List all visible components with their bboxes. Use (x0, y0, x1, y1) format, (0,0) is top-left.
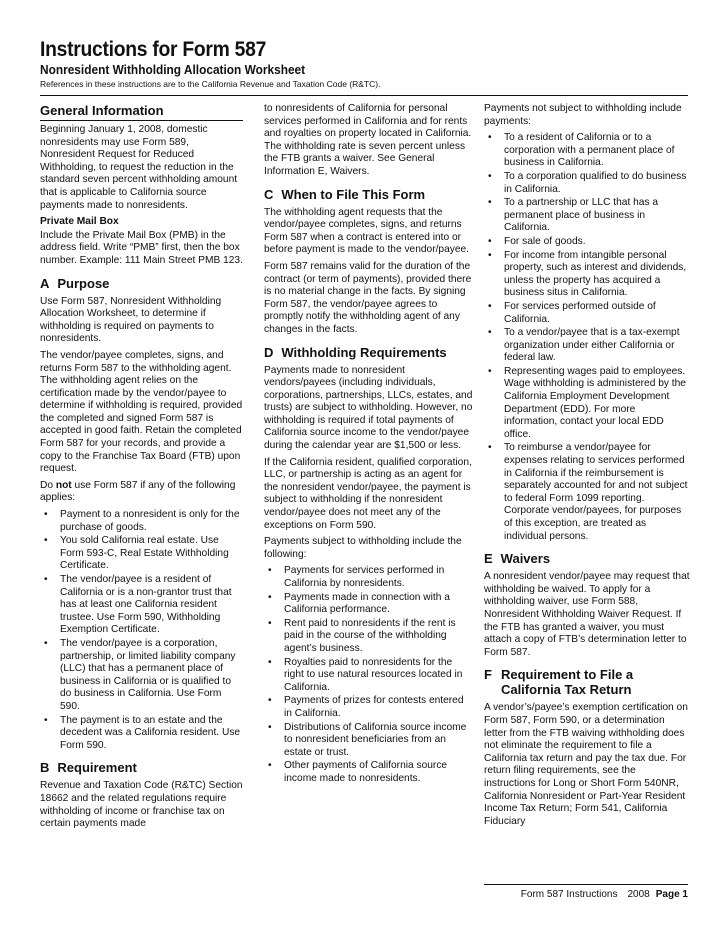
subject-to-withholding-list (264, 565, 474, 785)
tax-return-text: A vendor’s/payee’s exemption certification on Form 587, Form 590, or a determination letter from the FTB waiving withholding does not eliminate the requirement to file a California tax return and pay the tax due. For return filing requirements, see the instructions for Long or Short Form 540NR, California Nonresident or Part-Year Resident Income Tax Return; Form 541, California Fiduciary (484, 702, 688, 827)
bullet-icon: • (44, 535, 48, 547)
bullet-icon: • (488, 197, 492, 209)
section-title: Waivers (500, 551, 551, 567)
bullet-icon: • (488, 300, 492, 312)
list-item: • To a partnership or LLC that has a permanent place of business in California. (488, 197, 659, 234)
list-item: • Payments of prizes for contests entered in California. (268, 695, 464, 719)
withholding-paragraph-3: Payments subject to withholding include the following: (264, 536, 462, 560)
section-a-heading (40, 276, 243, 291)
bullet-icon: • (268, 591, 272, 603)
purpose-paragraph-2: The vendor/payee completes, signs, and returns Form 587 to the withholding agent. The withholding agent relies on the certification made by the vendor/payee to determine if withholding is required, provided the completed and signed Form 587 is accepted in good faith. Retain the completed Form 587 for your records, and provide a copy to the Franchise Tax Board (FTB) upon request. (40, 349, 243, 475)
withholding-paragraph-2: If the California resident, qualified corporation, LLC, or partnership is acting as an agent for the nonresident vendor/payee, the payment is subject to withholding if the nonresident vendor/payee does not meet any of the exceptions on Form 590. (264, 456, 472, 531)
section-letter: A (40, 275, 50, 291)
footer-form-label: Form 587 Instructions (520, 889, 618, 900)
purpose-paragraph-1: Use Form 587, Nonresident Withholding Allocation Worksheet, to determine if withholding is required on payments to nonresidents. (40, 295, 222, 345)
list-item: • For sale of goods. (488, 235, 586, 247)
list-item: • Other payments of California source income made to nonresidents. (268, 760, 448, 784)
page-footer (521, 889, 688, 901)
pmb-heading: Private Mail Box (40, 216, 119, 228)
bullet-icon: • (268, 656, 272, 668)
bullet-icon: • (268, 695, 272, 707)
list-item: • The vendor/payee is a resident of California or is a non-grantor trust that has at least one California resident trustee. Use Form 590, Withholding Exemption Certificate. (44, 574, 232, 636)
section-letter: C (264, 186, 274, 202)
page-header (40, 38, 690, 90)
bullet-icon: • (488, 170, 492, 182)
list-item: • Distributions of California source income to nonresident beneficiaries from an estate or trust. (268, 721, 467, 758)
section-title: Requirement (57, 760, 137, 776)
list-item: • For services performed outside of California. (488, 300, 656, 325)
bullet-icon: • (44, 637, 48, 649)
column-1 (40, 103, 243, 835)
section-title: Withholding Requirements (281, 344, 447, 360)
section-letter: F (484, 667, 492, 683)
bullet-icon: • (488, 327, 492, 339)
withholding-paragraph-1: Payments made to nonresident vendors/payees (including individuals, corporations, partnerships, LLCs, estates, and trusts) are subject to withholding. However, no withholding is required if total payments of California source income to the vendor/payee during the calendar year are $1,500 or less. (264, 364, 473, 452)
column-2 (264, 103, 474, 790)
general-information-heading: General Information (40, 103, 243, 121)
footer-year: 2008 (627, 889, 650, 900)
bullet-icon: • (488, 235, 492, 247)
column-3 (484, 103, 690, 832)
list-item: • Payments made in connection with a California performance. (268, 591, 450, 616)
section-d-heading (264, 345, 474, 360)
list-item: • Royalties paid to nonresidents for the right to use natural resources located in California. (268, 656, 463, 693)
bullet-icon: • (268, 721, 272, 733)
list-item: • You sold California real estate. Use Form 593-C, Real Estate Withholding Certificate. (44, 535, 229, 572)
bullet-icon: • (488, 365, 492, 377)
section-title: Requirement to File a California Tax Return (500, 667, 634, 698)
list-item: • For income from intangible personal property, such as interest and dividends, unless the property has acquired a business situs in California. (488, 249, 687, 299)
pmb-text: Include the Private Mail Box (PMB) in the address field. Write “PMB” first, then the box number. Example: 111 Main Street PMB 123. (40, 229, 243, 266)
list-item: • To a resident of California or to a corporation with a permanent place of business in California. (488, 132, 675, 169)
section-f-heading (484, 667, 690, 697)
not-subject-to-withholding-list (484, 132, 690, 543)
list-item: • The payment is to an estate and the decedent was a California resident. Use Form 590. (44, 714, 241, 751)
do-not-use-list (40, 509, 243, 752)
bullet-icon: • (44, 714, 48, 726)
do-not-use-paragraph: Do not use Form 587 if any of the following applies: (40, 479, 236, 504)
waivers-text: A nonresident vendor/payee may request that withholding be waived. To apply for a withholding waiver, use Form 588, Nonresident Withholding Waiver Request. If the FTB has granted a waiver, you must attach a copy of FTB’s determination letter to Form 587. (484, 571, 690, 658)
section-b-heading (40, 760, 243, 775)
requirement-text: Revenue and Taxation Code (R&TC) Section 18662 and the related regulations require withholding of income or franchise tax on certain payments made (40, 780, 243, 830)
reference-note: References in these instructions are to the California Revenue and Taxation Code (R&TC). (40, 79, 381, 89)
general-intro-text: Beginning January 1, 2008, domestic nonresidents may use Form 589, Nonresident Request for Reduced Withholding, to request the reduction in the standard seven percent withholding amount that is applicable to California source payments made to nonresidents. (40, 124, 238, 211)
bullet-icon: • (488, 132, 492, 144)
page-title: Instructions for Form 587 (40, 38, 267, 61)
requirement-text-continued: to nonresidents of California for personal services performed in California and for rents and royalties on property located in California. The withholding rate is seven percent unless the FTB grants a waiver. See General Information E, Waivers. (264, 103, 472, 177)
list-item: • To a corporation qualified to do business in California. (488, 170, 687, 195)
section-title: Purpose (57, 275, 110, 291)
header-divider (40, 95, 688, 96)
list-item: • Representing wages paid to employees. Wage withholding is administered by the California Employment Development Department (EDD). For more information, contact your local EDD office. (488, 365, 686, 440)
bullet-icon: • (488, 249, 492, 261)
section-letter: D (264, 344, 274, 360)
page-subtitle: Nonresident Withholding Allocation Worksheet (40, 63, 306, 77)
when-to-file-paragraph-1: The withholding agent requests that the vendor/payee completes, signs, and returns Form 587 when a contract is entered into or before payment is made to the vendor/payee. (264, 206, 470, 256)
list-item: • Rent paid to nonresidents if the rent is paid in the course of the withholding agent’s business. (268, 617, 456, 654)
section-title: When to File This Form (281, 186, 426, 202)
not-subject-intro: Payments not subject to withholding include payments: (484, 103, 682, 127)
bullet-icon: • (268, 760, 272, 772)
section-c-heading (264, 187, 474, 202)
list-item: • Payments for services performed in California by nonresidents. (268, 565, 445, 589)
list-item: • The vendor/payee is a corporation, partnership, or limited liability company (LLC) that has a permanent place of business in California or is qualified to do business in California. Use Form 590. (44, 637, 236, 712)
bullet-icon: • (44, 509, 48, 521)
list-item: • Payment to a nonresident is only for the purchase of goods. (44, 509, 240, 533)
bullet-icon: • (268, 617, 272, 629)
footer-divider (484, 884, 688, 885)
section-e-heading (484, 551, 690, 566)
list-item: • To reimburse a vendor/payee for expenses relating to services performed in California if the reimbursement is separately accounted for and not subject to federal Form 1099 reporting. Corporate vendor/payees, for purposes of this exception, are treated as individual persons. (488, 442, 688, 542)
bullet-icon: • (488, 442, 492, 454)
section-letter: E (484, 551, 493, 567)
when-to-file-paragraph-2: Form 587 remains valid for the duration of the contract (or term of payments), provided there is no material change in the facts. By signing Form 587, the vendor/payee agrees to promptly notify the withholding agent of any changes in the facts. (264, 260, 472, 335)
section-letter: B (40, 760, 50, 776)
bullet-icon: • (44, 574, 48, 585)
footer-page-number: Page 1 (655, 889, 688, 900)
bullet-icon: • (268, 565, 272, 577)
list-item: • To a vendor/payee that is a tax-exempt organization under either California or federal law. (488, 327, 680, 364)
